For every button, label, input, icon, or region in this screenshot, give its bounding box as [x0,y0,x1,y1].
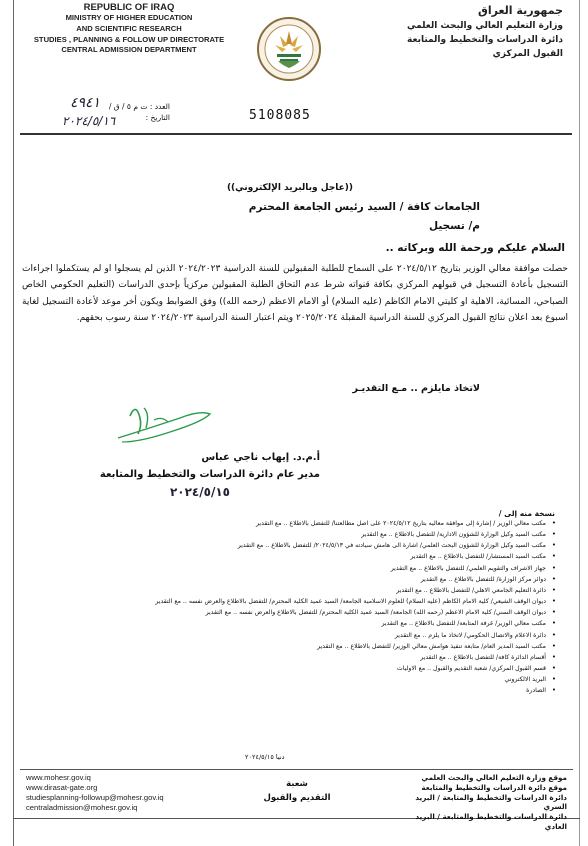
letterhead-ar-line: دائرة الدراسات والتخطيط والمتابعة [407,35,563,45]
cc-item: • دوائر مركز الوزارة/ للتفضل بالاطلاع .. مع التقدير [30,574,556,585]
cc-item: • مكتب معالي الوزير/ غرفة المتابعة/ للتفضل بالاطلاع .. مع التقدير [30,618,556,629]
page-border-right [579,0,580,846]
cc-item: • ديوان الوقف الشيعي/ كلية الامام الكاظم (عليه السلام) للعلوم الاسلامية الجامعة/ السيد عميد الكلية المحترم/ للتفضل بالاطلاع والعرض نفسه .. مع التقدير [30,596,556,607]
handwritten-signature [110,398,220,448]
footer-link[interactable]: www.mohesr.gov.iq [26,773,91,782]
footer-right-line: موقع وزارة التعليم العالي والبحث العلمي [421,773,567,782]
letterhead-arabic [363,3,563,61]
letterhead-ar-line: جمهورية العراق [478,4,563,17]
cc-heading: نسخة منه إلى / [498,509,555,518]
footer-right-line: دائرة الدراسات والتخطيط والمتابعة / البريد السري [415,792,567,812]
urgent-note: ((عاجل وبالبريد الإلكتروني)) [226,183,354,193]
cc-item: • دائرة الاعلام والاتصال الحكومي/ لاتخاذ ما يلزم .. مع التقدير [30,630,556,641]
cc-item: • مكتب السيد وكيل الوزارة للشؤون البحث العلمي/ اشارة الى هامش سيادته في ٢٠٢٤/٥/١٣/ للتفضل بالاطلاع .. مع التقدير [30,540,556,551]
cc-list [30,518,556,697]
cc-item: • مكتب السيد المدير العام/ متابعة تنفيذ هوامش معالي الوزير/ للتفضل بالاطلاع .. مع التقدير [30,641,556,652]
cc-item: • دائرة التعليم الجامعي الاهلي/ للتفضل بالاطلاع .. مع التقدير [30,585,556,596]
footer-right-line: دائرة الدراسات والتخطيط والمتابعة / البريد العادي [415,812,567,831]
cc-item: • ديوان الوقف السني/ كلية الامام الاعظم (رحمه الله) الجامعة/ السيد عميد الكلية المحترم/ للتفضل بالاطلاع والعرض نفسه .. مع التقدير [30,607,556,618]
footer-center-line: شعبة [286,779,308,789]
header-divider [20,133,572,135]
footer-links [26,773,164,813]
ref-number-handwritten: ٤٩٤١ [70,95,101,111]
cc-item: • البريد الالكتروني [30,674,556,685]
signatory-title: مدير عام دائرة الدراسات والتخطيط والمتابعة [99,469,320,480]
ref-label: العدد : [149,102,170,111]
footer-divider [20,769,573,770]
letterhead-en-line: CENTRAL ADMISSION DEPARTMENT [61,45,197,55]
signature-date-handwritten: ٢٠٢٤/٥/١٥ [169,485,230,499]
ministry-seal-icon [256,16,322,82]
cc-item: • أقسام الدائرة كافة/ للتفضل بالاطلاع .. مع التقدير [30,652,556,663]
footer-right-line: موقع دائرة الدراسات والتخطيط والمتابعة [421,782,567,792]
footer-contacts-arabic [407,773,567,832]
signatory-name: أ.م.د. إيهاب ناجي عباس [201,452,320,463]
ref-value: ت م ٥ / ق / [108,102,148,111]
cc-item: • جهاز الاشراف والتقويم العلمي/ للتفضل بالاطلاع .. مع التقدير [30,563,556,574]
subject-line: م/ تسجيل [428,220,480,232]
closing-line: لاتخاذ مايلزم .. مـع التقديـر [352,383,480,394]
footer-section-name [262,777,332,805]
letterhead-en-line: REPUBLIC OF IRAQ [83,2,175,13]
letterhead-ar-line: القبول المركزي [492,49,563,59]
footer-link[interactable]: www.dirasat-gate.org [26,783,98,792]
cc-item: • الصادرة [30,685,556,696]
page-border-left [13,0,14,846]
typist-date: دنيا ٢٠٢٤/٥/١٥ [245,753,285,761]
cc-item: • مكتب معالي الوزير / إشارة إلى موافقة معاليه بتاريخ ٢٠٢٤/٥/١٢ على اصل مطالعتنا/ للتفضل بالاطلاع .. مع التقدير [30,518,556,529]
letter-body: حصلت موافقة معالي الوزير بتاريخ ٢٠٢٤/٥/١٢ على السماح للطلبة المقبولين للسنة الدراسية ٢٠٢٤/٢٠٢٣ الذين لم يسجلوا او لم يستكملوا اجراءات التسجيل بأعادة التسجيل في قبولهم المركزي بكافة قنواته شرط عدم التحاق الطلبة المقبولين مركزياً بإحدى الدراسات (التعليم الحكومي الخاص الصباحي، المسائية، الاهلية او كليتي الامام الكاظم (عليه السلام) أو الامام الاعظم (رحمه الله)) وفق الضوابط ويكون أخر موعد لأعادة التسجيل لغاية اسبوع بعد اعلان نتائج القبول المركزي للسنة الدراسية المقبلة ٢٠٢٥/٢٠٢٤ ويتم اعتبار السنة الدراسية ٢٠٢٤/٢٠٢٣ سنة رسوب بحقهم. [22,264,568,324]
cc-item: • مكتب السيد وكيل الوزارة للشؤون الادارية/ للتفضل بالاطلاع .. مع التقدير [30,529,556,540]
greeting: السلام عليكم ورحمة الله وبركاته .. [385,242,565,254]
serial-number: 5108085 [249,108,311,123]
letterhead-en-line: STUDIES , PLANNING & FOLLOW UP DIRECTORATE [33,34,225,44]
letterhead-en-line: AND SCIENTIFIC RESEARCH [76,23,182,33]
letterhead-ar-line: وزارة التعليم العالي والبحث العلمي [406,21,563,31]
date-label: التاريخ : [145,113,170,122]
date-handwritten: ٢٠٢٤/٥/١٦ [62,114,116,128]
footer-center-line: التقديم والقبول [263,793,331,803]
letterhead-en-line: MINISTRY OF HIGHER EDUCATION [65,13,193,22]
addressee: الجامعات كافة / السيد رئيس الجامعة المحترم [248,201,480,213]
cc-item: • قسم القبول المركزي/ شعبة التقديم والقبول .. مع الاوليات [30,663,556,674]
footer-link[interactable]: studiesplanning-followup@mohesr.gov.iq [26,793,164,802]
cc-item: • مكتب السيد المستشار/ للتفضل بالاطلاع .. مع التقدير [30,551,556,562]
footer-link[interactable]: centraladmission@mohesr.gov.iq [26,803,138,812]
letterhead-english [24,2,234,56]
